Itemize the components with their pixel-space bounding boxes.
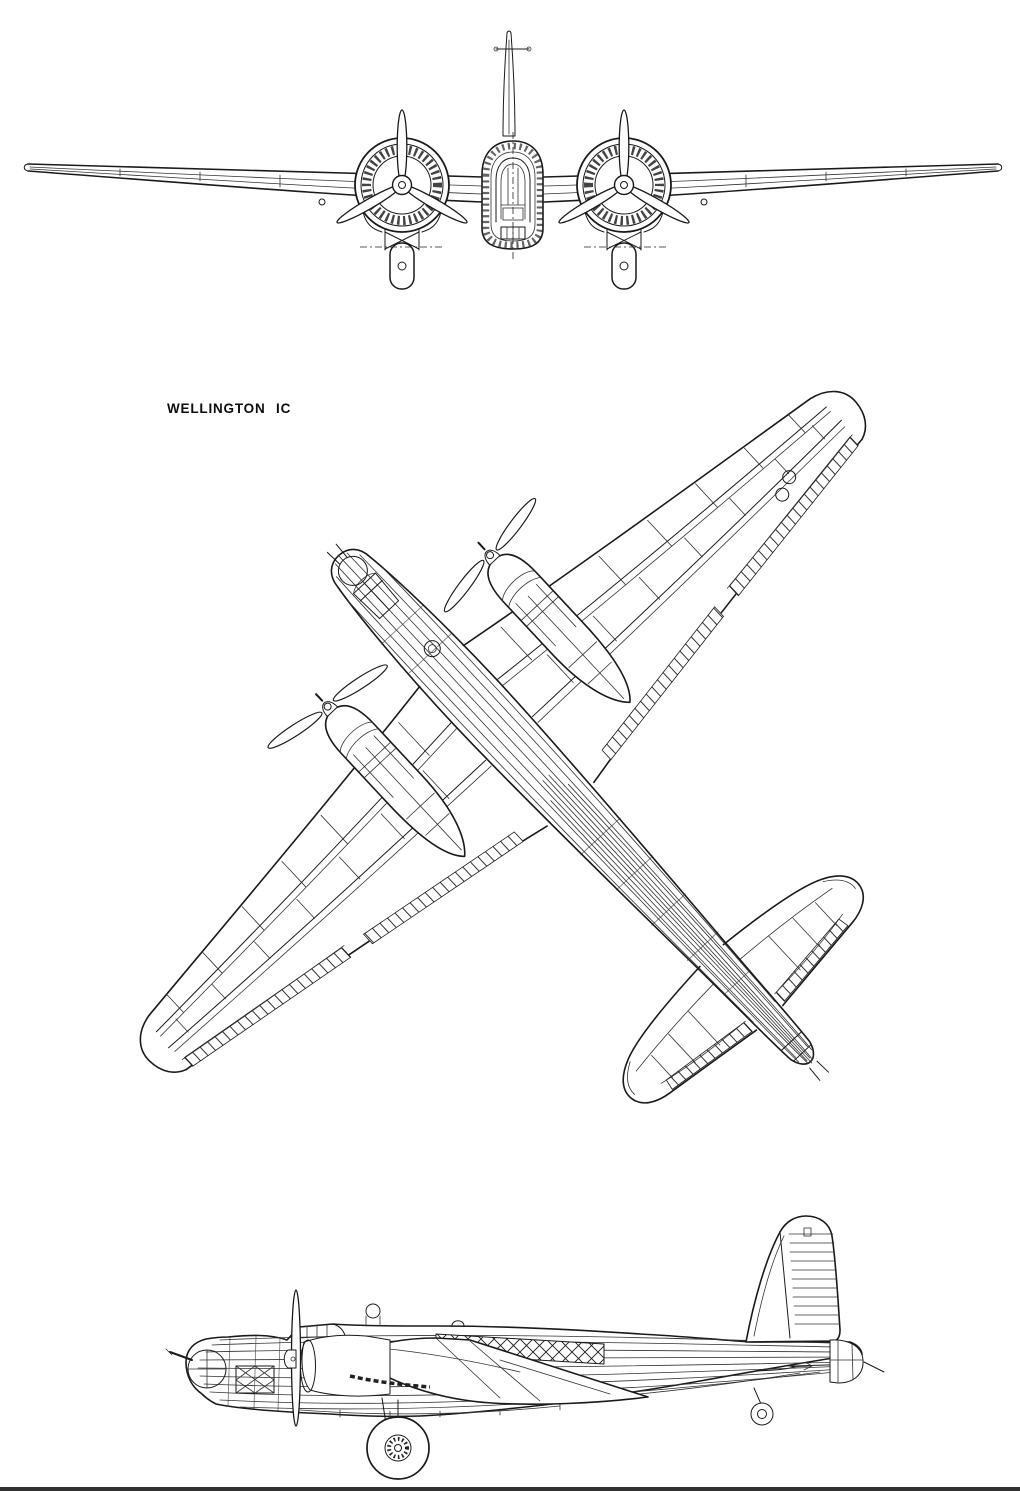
tailplane-plan (723, 849, 884, 1007)
fin-rudder-side (746, 1216, 840, 1342)
fuselage-plan (309, 527, 847, 1097)
landing-gear-front (360, 230, 444, 289)
wing-hatch (773, 485, 791, 503)
wing-light (319, 199, 325, 205)
front-left-wing-engine (24, 110, 482, 289)
plan-view-drawing (0, 219, 1020, 1406)
wing-hatch (780, 468, 798, 486)
front-view-drawing (24, 31, 1002, 289)
fuselage-front (482, 132, 543, 260)
tail-wheel-side (751, 1388, 773, 1425)
dorsal-bump (452, 1321, 464, 1326)
astrodome-plan (421, 637, 444, 660)
aileron-ribs (711, 437, 877, 596)
astrodome-side (366, 1304, 380, 1326)
prop-blade (441, 557, 488, 615)
side-view-drawing (166, 1216, 884, 1479)
tail-fin-front (494, 31, 531, 136)
wing-plan (419, 289, 924, 784)
engine-front (335, 110, 470, 289)
prop-blade (492, 495, 539, 553)
drawing-title-label: WELLINGTON IC (167, 401, 292, 416)
scan-edge (0, 1487, 1020, 1491)
